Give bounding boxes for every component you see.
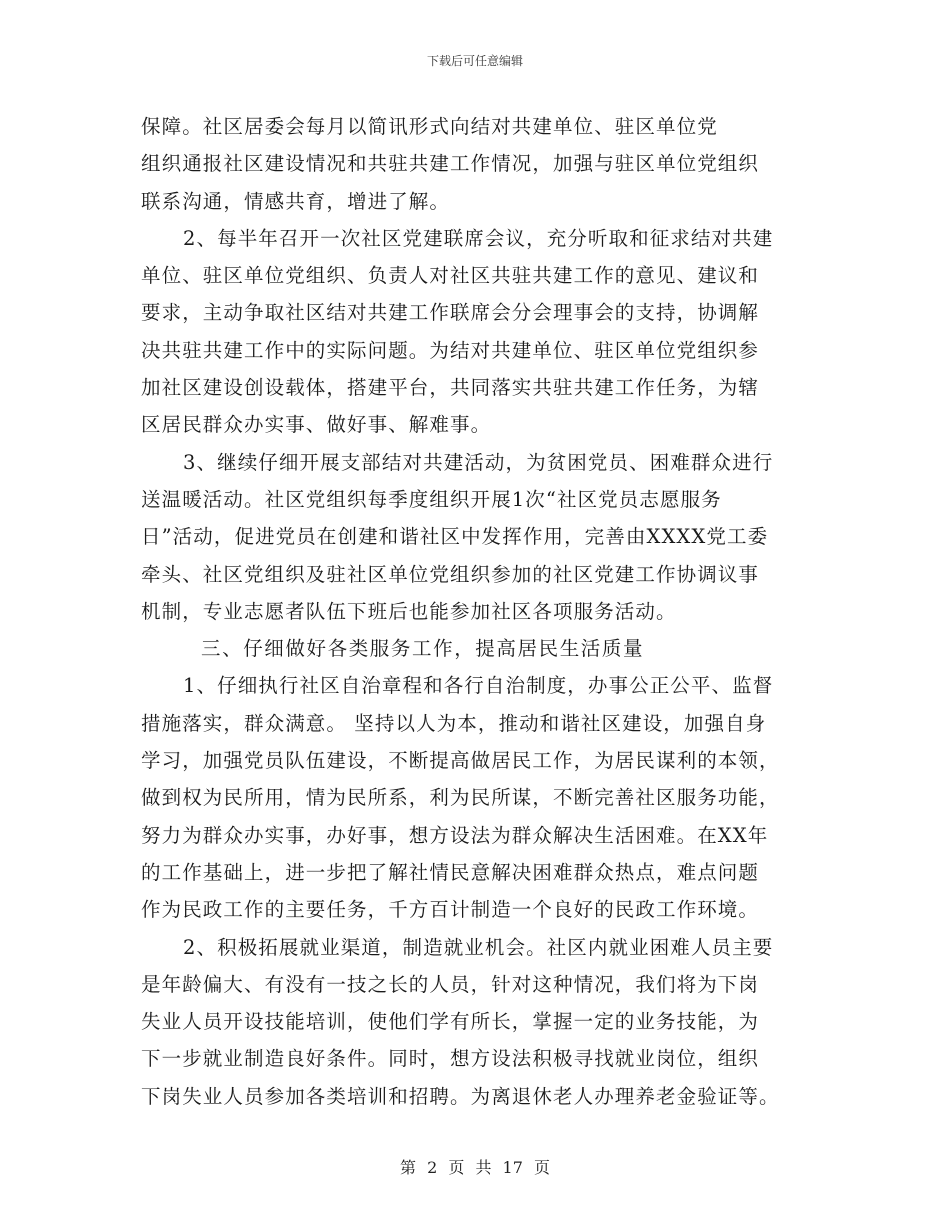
text-line: 下一步就业制造良好条件。同时，想方设法积极寻找就业岗位，组织 [141, 1047, 760, 1071]
text-line: 失业人员开设技能培训，使他们学有所长，掌握一定的业务技能，为 [141, 1010, 760, 1034]
text-line: 是年龄偏大、有没有一技之长的人员，针对这种情况，我们将为下岗 [141, 972, 760, 996]
text-line: 作为民政工作的主要任务，千方百计制造一个良好的民政工作环境。 [141, 898, 760, 922]
text-line: 做到权为民所用，情为民所系，利为民所谋，不断完善社区服务功能， [141, 786, 780, 810]
paragraph-start-line: 3、继续仔细开展支部结对共建活动，为贫困党员、困难群众进行 [183, 450, 774, 474]
text-line: 下岗失业人员参加各类培训和招聘。为离退休老人办理养老金验证等。 [141, 1084, 780, 1108]
text-line: 保障。社区居委会每月以简讯形式向结对共建单位、驻区单位党 [141, 115, 718, 138]
section-heading: 三、仔细做好各类服务工作，提高居民生活质量 [201, 637, 645, 661]
text-line: 联系沟通，情感共育，增进了解。 [141, 189, 451, 213]
page-header: 下载后可任意编辑 [426, 54, 523, 68]
text-line: 组织通报社区建设情况和共驻共建工作情况，加强与驻区单位党组织 [141, 152, 760, 176]
paragraph-start-line: 2、每半年召开一次社区党建联席会议，充分听取和征求结对共建 [183, 226, 774, 250]
text-line: 的工作基础上，进一步把了解社情民意解决困难群众热点，难点问题 [141, 860, 760, 884]
text-line: 要求，主动争取社区结对共建工作联席会分会理事会的支持，协调解 [141, 301, 760, 325]
text-line: 日”活动，促进党员在创建和谐社区中发挥作用，完善由XXXX党工委 [141, 525, 769, 549]
paragraph-start-line: 2、积极拓展就业渠道，制造就业机会。社区内就业困难人员主要 [183, 935, 774, 959]
page-number-footer: 第 2 页 共 17 页 [400, 1158, 550, 1177]
document-body [141, 108, 811, 1115]
text-line: 措施落实，群众满意。 坚持以人为本，推动和谐社区建设，加强自身 [141, 711, 767, 735]
text-line: 学习，加强党员队伍建设，不断提高做居民工作，为居民谋利的本领， [141, 749, 780, 773]
text-line: 加社区建设创设载体，搭建平台，共同落实共驻共建工作任务，为辖 [141, 376, 760, 400]
paragraph-start-line: 1、仔细执行社区自治章程和各行自治制度，办事公正公平、监督 [183, 674, 774, 698]
text-line: 决共驻共建工作中的实际问题。为结对共建单位、驻区单位党组织参 [141, 338, 760, 362]
text-line: 牵头、社区党组织及驻社区单位党组织参加的社区党建工作协调议事 [141, 562, 760, 586]
text-line: 送温暖活动。社区党组织每季度组织开展1次“社区党员志愿服务 [141, 487, 722, 511]
text-line: 努力为群众办实事，办好事，想方设法为群众解决生活困难。在XX年 [141, 823, 769, 847]
text-line: 单位、驻区单位党组织、负责人对社区共驻共建工作的意见、建议和 [141, 264, 760, 288]
text-line: 区居民群众办实事、做好事、解难事。 [141, 413, 492, 437]
text-line: 机制，专业志愿者队伍下班后也能参加社区各项服务活动。 [141, 599, 677, 623]
